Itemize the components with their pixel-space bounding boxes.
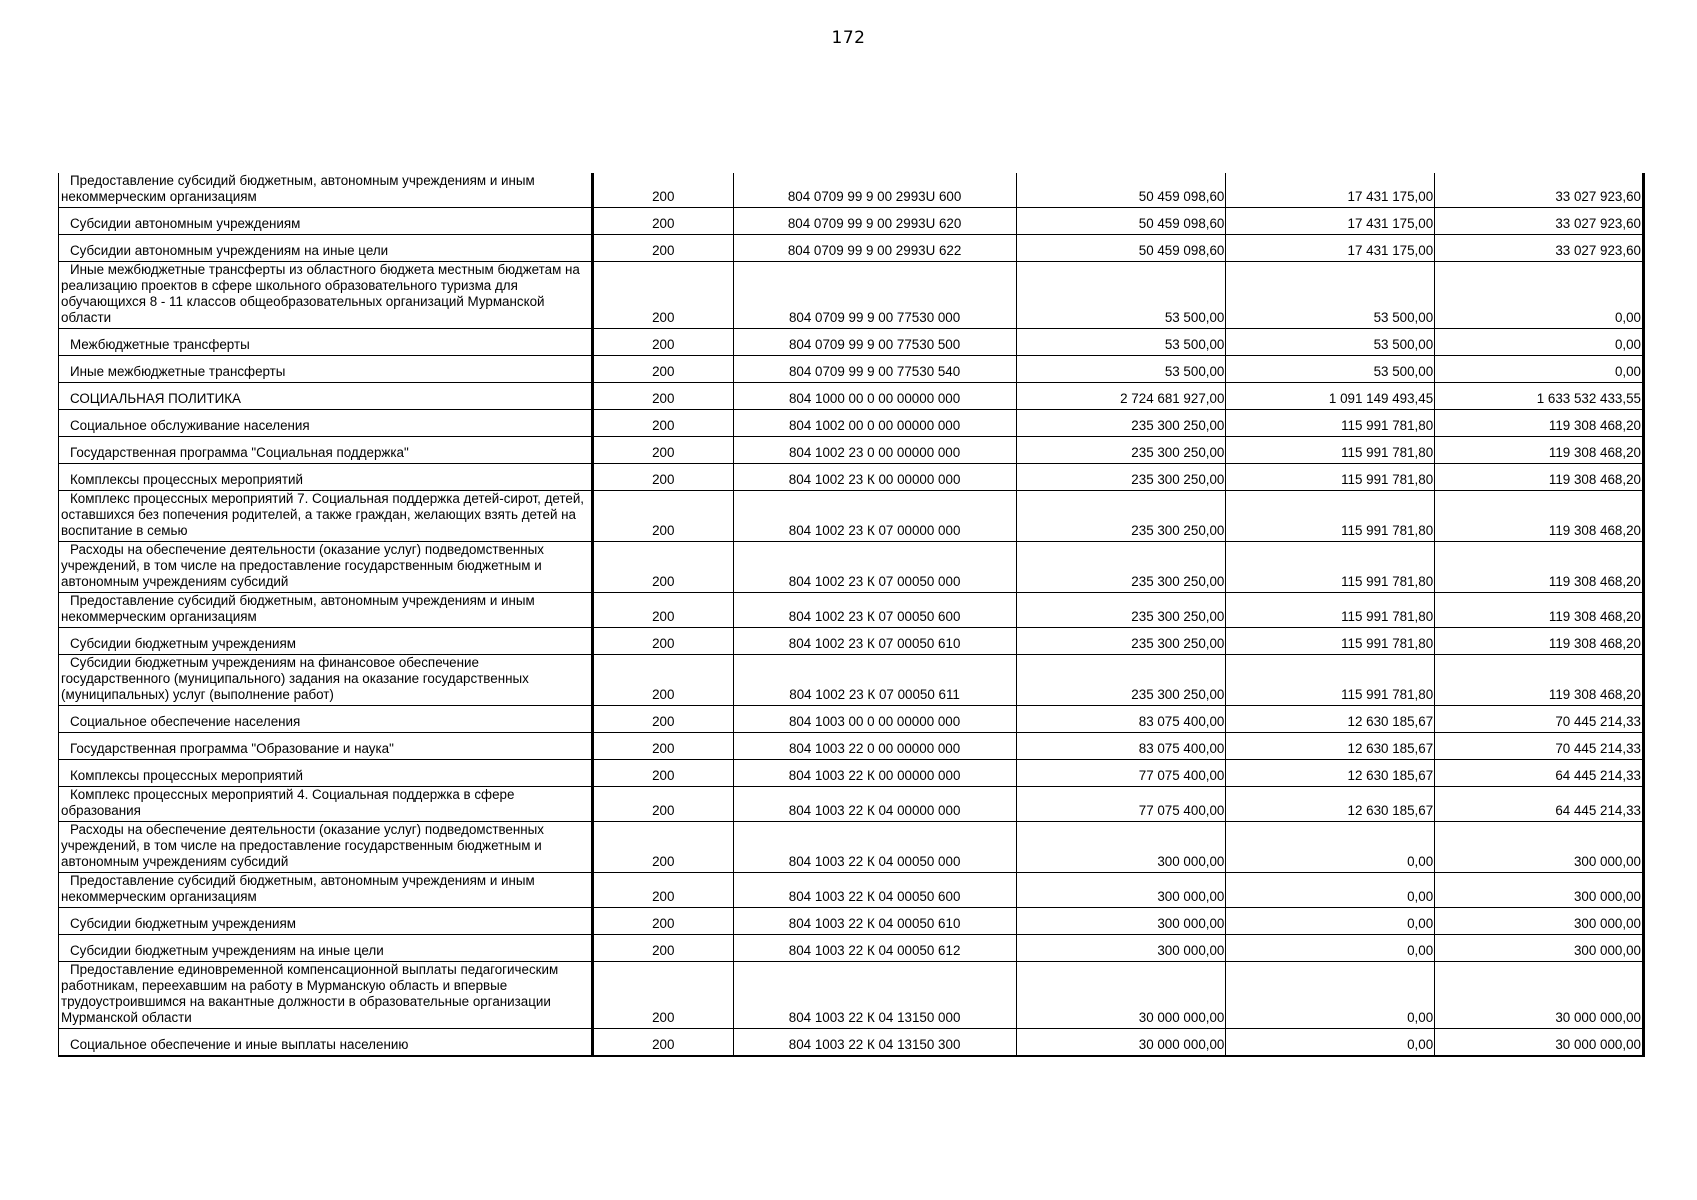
table-row [59, 235, 1644, 262]
row-executed-cell: 17 431 175,00 [1226, 208, 1435, 235]
table-row [59, 787, 1644, 822]
row-classification-cell: 804 1003 22 К 04 00050 000 [733, 822, 1016, 873]
row-approved-cell: 235 300 250,00 [1016, 628, 1226, 655]
row-approved-cell: 53 500,00 [1016, 356, 1226, 383]
row-name-text: Комплексы процессных мероприятий [70, 768, 304, 783]
row-code-cell: 200 [593, 173, 734, 208]
row-approved-cell: 77 075 400,00 [1016, 787, 1226, 822]
row-approved-cell: 53 500,00 [1016, 262, 1226, 329]
table-row [59, 733, 1644, 760]
row-classification-cell: 804 0709 99 9 00 77530 500 [733, 329, 1016, 356]
row-approved-cell: 2 724 681 927,00 [1016, 383, 1226, 410]
row-executed-cell: 0,00 [1226, 1029, 1435, 1056]
row-executed-cell: 12 630 185,67 [1226, 787, 1435, 822]
table-row [59, 329, 1644, 356]
row-executed-cell: 0,00 [1226, 873, 1435, 908]
row-classification-cell: 804 1002 23 К 07 00050 610 [733, 628, 1016, 655]
row-unexecuted-cell: 119 308 468,20 [1435, 491, 1644, 542]
row-name-text: Субсидии автономным учреждениям на иные цели [70, 243, 389, 258]
row-name-text: Комплексы процессных мероприятий [70, 472, 304, 487]
row-name-text: Комплекс процессных мероприятий 4. Социальная поддержка в сфере образования [61, 787, 515, 818]
row-name-text: Предоставление субсидий бюджетным, автономным учреждениям и иным некоммерческим организациям [61, 593, 535, 624]
row-executed-cell: 1 091 149 493,45 [1226, 383, 1435, 410]
row-approved-cell: 50 459 098,60 [1016, 208, 1226, 235]
row-executed-cell: 115 991 781,80 [1226, 542, 1435, 593]
row-approved-cell: 300 000,00 [1016, 822, 1226, 873]
row-name-cell [59, 593, 593, 628]
row-unexecuted-cell: 33 027 923,60 [1435, 235, 1644, 262]
row-name-cell [59, 908, 593, 935]
row-executed-cell: 17 431 175,00 [1226, 235, 1435, 262]
row-approved-cell: 77 075 400,00 [1016, 760, 1226, 787]
row-unexecuted-cell: 119 308 468,20 [1435, 410, 1644, 437]
row-executed-cell: 115 991 781,80 [1226, 593, 1435, 628]
row-name-cell [59, 760, 593, 787]
row-classification-cell: 804 1000 00 0 00 00000 000 [733, 383, 1016, 410]
table-row [59, 760, 1644, 787]
row-code-cell: 200 [593, 760, 734, 787]
row-executed-cell: 0,00 [1226, 822, 1435, 873]
row-executed-cell: 0,00 [1226, 962, 1435, 1029]
budget-execution-table [58, 173, 1645, 1057]
row-name-cell [59, 329, 593, 356]
row-name-text: Расходы на обеспечение деятельности (оказание услуг) подведомственных учреждений, в том числе на предоставление государственным бюджетным и автономным учреждениям субсидий [61, 822, 544, 869]
row-code-cell: 200 [593, 208, 734, 235]
row-name-text: Предоставление субсидий бюджетным, автономным учреждениям и иным некоммерческим организациям [61, 173, 535, 204]
row-classification-cell: 804 1003 22 К 04 00050 600 [733, 873, 1016, 908]
row-name-cell [59, 437, 593, 464]
row-code-cell: 200 [593, 628, 734, 655]
row-unexecuted-cell: 33 027 923,60 [1435, 173, 1644, 208]
table-row [59, 1029, 1644, 1056]
row-approved-cell: 50 459 098,60 [1016, 235, 1226, 262]
row-executed-cell: 12 630 185,67 [1226, 706, 1435, 733]
row-classification-cell: 804 1003 22 К 04 00050 612 [733, 935, 1016, 962]
row-code-cell: 200 [593, 491, 734, 542]
row-executed-cell: 115 991 781,80 [1226, 628, 1435, 655]
row-name-cell [59, 410, 593, 437]
row-name-text: Субсидии автономным учреждениям [70, 216, 301, 231]
row-code-cell: 200 [593, 235, 734, 262]
row-code-cell: 200 [593, 383, 734, 410]
row-code-cell: 200 [593, 356, 734, 383]
row-name-text: Комплекс процессных мероприятий 7. Социальная поддержка детей-сирот, детей, оставшихся без попечения родителей, а также граждан, желающих взять детей на воспитание в семью [61, 491, 585, 538]
row-name-cell [59, 235, 593, 262]
table-row [59, 437, 1644, 464]
row-code-cell: 200 [593, 822, 734, 873]
row-name-text: Субсидии бюджетным учреждениям [70, 636, 296, 651]
row-name-text: Иные межбюджетные трансферты из областного бюджета местным бюджетам на реализацию проектов в сфере школьного образовательного туризма для обучающихся 8 - 11 классов общеобразовательных организаций Мурманской области [61, 262, 580, 325]
row-unexecuted-cell: 119 308 468,20 [1435, 437, 1644, 464]
row-name-text: Расходы на обеспечение деятельности (оказание услуг) подведомственных учреждений, в том числе на предоставление государственным бюджетным и автономным учреждениям субсидий [61, 542, 544, 589]
table-row [59, 262, 1644, 329]
row-approved-cell: 50 459 098,60 [1016, 173, 1226, 208]
row-classification-cell: 804 1003 22 К 00 00000 000 [733, 760, 1016, 787]
table-row [59, 822, 1644, 873]
table-body [59, 173, 1644, 1056]
row-name-text: Иные межбюджетные трансферты [70, 364, 286, 379]
row-classification-cell: 804 1002 23 0 00 00000 000 [733, 437, 1016, 464]
row-unexecuted-cell: 300 000,00 [1435, 908, 1644, 935]
row-unexecuted-cell: 70 445 214,33 [1435, 733, 1644, 760]
row-classification-cell: 804 0709 99 9 00 77530 000 [733, 262, 1016, 329]
row-name-cell [59, 706, 593, 733]
row-approved-cell: 30 000 000,00 [1016, 962, 1226, 1029]
table-row [59, 873, 1644, 908]
row-name-cell [59, 356, 593, 383]
row-executed-cell: 53 500,00 [1226, 262, 1435, 329]
row-name-cell [59, 383, 593, 410]
row-executed-cell: 0,00 [1226, 908, 1435, 935]
row-code-cell: 200 [593, 935, 734, 962]
table-row [59, 935, 1644, 962]
row-unexecuted-cell: 300 000,00 [1435, 873, 1644, 908]
row-name-cell [59, 873, 593, 908]
row-name-cell [59, 1029, 593, 1056]
row-classification-cell: 804 1003 22 К 04 00050 610 [733, 908, 1016, 935]
row-code-cell: 200 [593, 733, 734, 760]
row-code-cell: 200 [593, 1029, 734, 1056]
row-name-text: Субсидии бюджетным учреждениям [70, 916, 296, 931]
row-name-text: Межбюджетные трансферты [70, 337, 250, 352]
row-name-cell [59, 208, 593, 235]
table-row [59, 356, 1644, 383]
page-number: 172 [831, 28, 866, 48]
row-executed-cell: 12 630 185,67 [1226, 733, 1435, 760]
table-row [59, 655, 1644, 706]
row-classification-cell: 804 1003 22 К 04 00000 000 [733, 787, 1016, 822]
row-approved-cell: 300 000,00 [1016, 908, 1226, 935]
table-row [59, 491, 1644, 542]
row-unexecuted-cell: 0,00 [1435, 262, 1644, 329]
row-unexecuted-cell: 300 000,00 [1435, 822, 1644, 873]
row-name-cell [59, 173, 593, 208]
row-approved-cell: 83 075 400,00 [1016, 733, 1226, 760]
row-executed-cell: 53 500,00 [1226, 356, 1435, 383]
row-unexecuted-cell: 30 000 000,00 [1435, 962, 1644, 1029]
row-code-cell: 200 [593, 464, 734, 491]
row-name-text: Социальное обеспечение населения [70, 714, 301, 729]
row-approved-cell: 235 300 250,00 [1016, 655, 1226, 706]
table-row [59, 464, 1644, 491]
row-classification-cell: 804 1002 23 К 07 00000 000 [733, 491, 1016, 542]
row-unexecuted-cell: 119 308 468,20 [1435, 628, 1644, 655]
row-code-cell: 200 [593, 410, 734, 437]
row-name-cell [59, 822, 593, 873]
row-unexecuted-cell: 70 445 214,33 [1435, 706, 1644, 733]
row-name-cell [59, 787, 593, 822]
table-row [59, 628, 1644, 655]
row-approved-cell: 235 300 250,00 [1016, 542, 1226, 593]
row-classification-cell: 804 1003 22 К 04 13150 300 [733, 1029, 1016, 1056]
row-classification-cell: 804 0709 99 9 00 2993U 622 [733, 235, 1016, 262]
row-name-text: СОЦИАЛЬНАЯ ПОЛИТИКА [70, 391, 241, 406]
row-classification-cell: 804 1002 23 К 07 00050 000 [733, 542, 1016, 593]
row-classification-cell: 804 1003 22 0 00 00000 000 [733, 733, 1016, 760]
row-name-cell [59, 655, 593, 706]
row-unexecuted-cell: 119 308 468,20 [1435, 464, 1644, 491]
row-unexecuted-cell: 30 000 000,00 [1435, 1029, 1644, 1056]
row-classification-cell: 804 0709 99 9 00 77530 540 [733, 356, 1016, 383]
table-row [59, 383, 1644, 410]
row-unexecuted-cell: 119 308 468,20 [1435, 593, 1644, 628]
row-executed-cell: 115 991 781,80 [1226, 491, 1435, 542]
row-unexecuted-cell: 0,00 [1435, 329, 1644, 356]
table-row [59, 706, 1644, 733]
row-unexecuted-cell: 0,00 [1435, 356, 1644, 383]
row-name-cell [59, 464, 593, 491]
row-code-cell: 200 [593, 873, 734, 908]
row-approved-cell: 30 000 000,00 [1016, 1029, 1226, 1056]
table-row [59, 962, 1644, 1029]
row-executed-cell: 0,00 [1226, 935, 1435, 962]
row-classification-cell: 804 1003 00 0 00 00000 000 [733, 706, 1016, 733]
row-name-cell [59, 491, 593, 542]
row-executed-cell: 115 991 781,80 [1226, 655, 1435, 706]
row-name-text: Субсидии бюджетным учреждениям на иные цели [70, 943, 384, 958]
row-name-cell [59, 733, 593, 760]
row-classification-cell: 804 1002 23 К 00 00000 000 [733, 464, 1016, 491]
row-approved-cell: 235 300 250,00 [1016, 491, 1226, 542]
row-executed-cell: 115 991 781,80 [1226, 464, 1435, 491]
row-approved-cell: 300 000,00 [1016, 873, 1226, 908]
table-row [59, 542, 1644, 593]
row-executed-cell: 12 630 185,67 [1226, 760, 1435, 787]
row-approved-cell: 300 000,00 [1016, 935, 1226, 962]
row-code-cell: 200 [593, 542, 734, 593]
row-name-cell [59, 628, 593, 655]
row-unexecuted-cell: 119 308 468,20 [1435, 655, 1644, 706]
row-approved-cell: 235 300 250,00 [1016, 464, 1226, 491]
row-code-cell: 200 [593, 908, 734, 935]
row-classification-cell: 804 0709 99 9 00 2993U 600 [733, 173, 1016, 208]
row-approved-cell: 83 075 400,00 [1016, 706, 1226, 733]
table-row [59, 208, 1644, 235]
row-name-text: Предоставление единовременной компенсационной выплаты педагогическим работникам, переехавшим на работу в Мурманскую область и впервые трудоустроившимся на вакантные должности в образовательные организации Мурманской области [61, 962, 559, 1025]
row-code-cell: 200 [593, 787, 734, 822]
row-unexecuted-cell: 64 445 214,33 [1435, 787, 1644, 822]
row-name-text: Предоставление субсидий бюджетным, автономным учреждениям и иным некоммерческим организациям [61, 873, 535, 904]
row-name-text: Социальное обеспечение и иные выплаты населению [70, 1036, 409, 1052]
row-code-cell: 200 [593, 962, 734, 1029]
table-row [59, 173, 1644, 208]
row-name-text: Государственная программа "Образование и наука" [70, 741, 394, 756]
row-code-cell: 200 [593, 437, 734, 464]
row-name-text: Государственная программа "Социальная поддержка" [70, 445, 409, 460]
row-executed-cell: 53 500,00 [1226, 329, 1435, 356]
row-classification-cell: 804 1002 23 К 07 00050 611 [733, 655, 1016, 706]
table-row [59, 410, 1644, 437]
row-classification-cell: 804 1002 23 К 07 00050 600 [733, 593, 1016, 628]
row-name-cell [59, 962, 593, 1029]
row-unexecuted-cell: 1 633 532 433,55 [1435, 383, 1644, 410]
row-code-cell: 200 [593, 262, 734, 329]
row-code-cell: 200 [593, 329, 734, 356]
row-name-text: Субсидии бюджетным учреждениям на финансовое обеспечение государственного (муниципального) задания на оказание государственных (муниципальных) услуг (выполнение работ) [61, 655, 529, 702]
row-executed-cell: 115 991 781,80 [1226, 410, 1435, 437]
row-name-cell [59, 542, 593, 593]
row-classification-cell: 804 1002 00 0 00 00000 000 [733, 410, 1016, 437]
row-approved-cell: 235 300 250,00 [1016, 410, 1226, 437]
row-approved-cell: 53 500,00 [1016, 329, 1226, 356]
table-row [59, 908, 1644, 935]
row-code-cell: 200 [593, 655, 734, 706]
row-unexecuted-cell: 119 308 468,20 [1435, 542, 1644, 593]
row-name-cell [59, 262, 593, 329]
row-name-text: Социальное обслуживание населения [70, 418, 310, 433]
row-classification-cell: 804 1003 22 К 04 13150 000 [733, 962, 1016, 1029]
row-classification-cell: 804 0709 99 9 00 2993U 620 [733, 208, 1016, 235]
row-executed-cell: 17 431 175,00 [1226, 173, 1435, 208]
table-row [59, 593, 1644, 628]
row-approved-cell: 235 300 250,00 [1016, 437, 1226, 464]
row-unexecuted-cell: 33 027 923,60 [1435, 208, 1644, 235]
row-unexecuted-cell: 64 445 214,33 [1435, 760, 1644, 787]
row-executed-cell: 115 991 781,80 [1226, 437, 1435, 464]
row-code-cell: 200 [593, 706, 734, 733]
row-code-cell: 200 [593, 593, 734, 628]
row-unexecuted-cell: 300 000,00 [1435, 935, 1644, 962]
row-approved-cell: 235 300 250,00 [1016, 593, 1226, 628]
row-name-cell [59, 935, 593, 962]
